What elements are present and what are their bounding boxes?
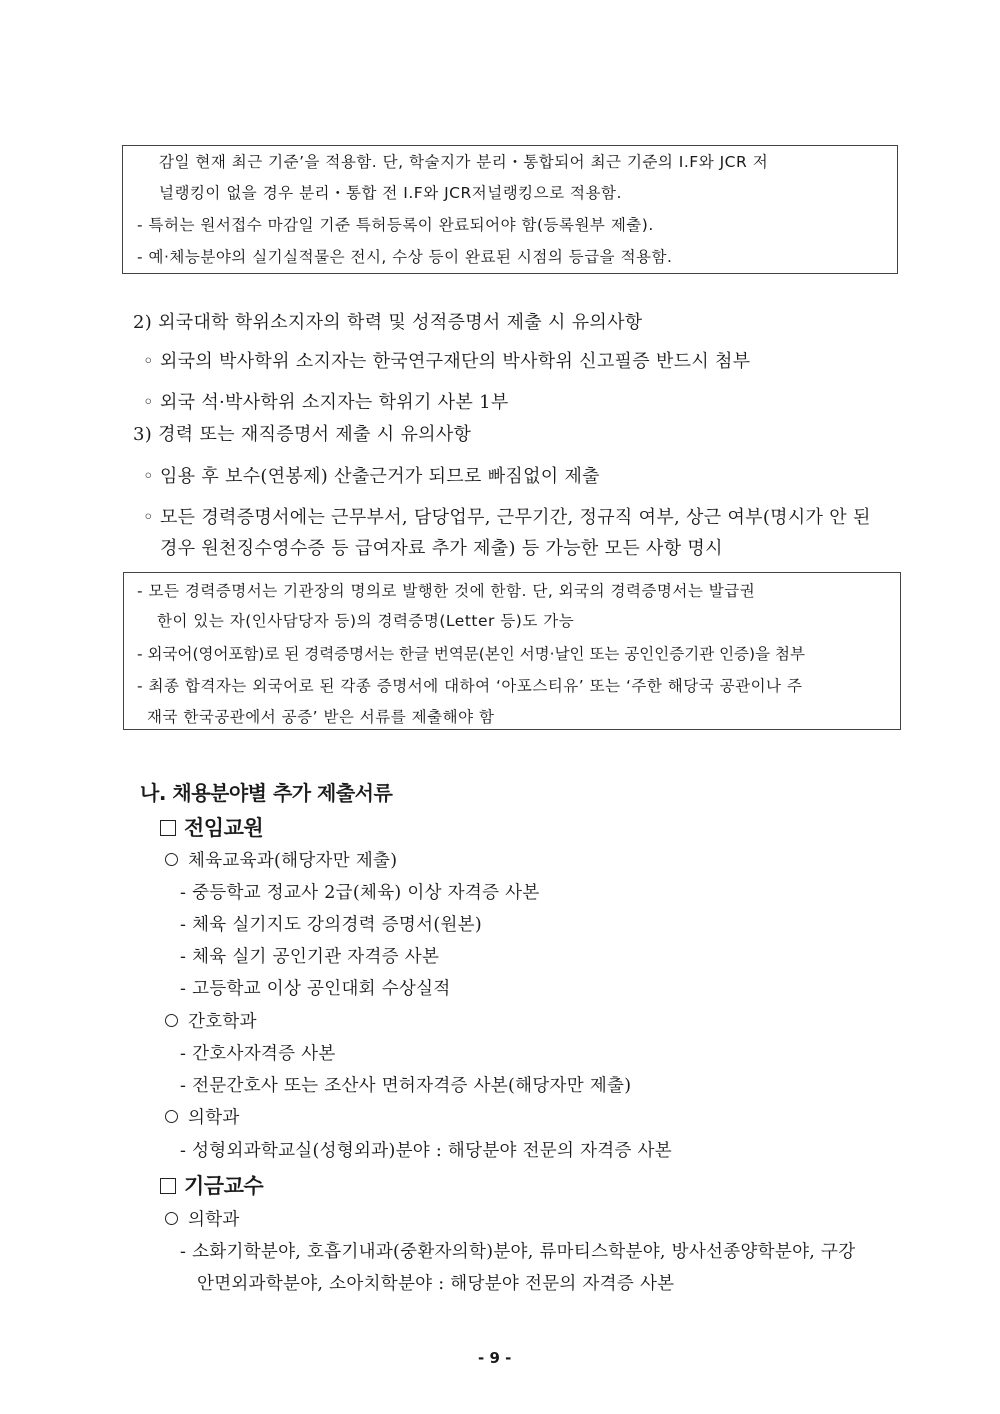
department-name: 의학과 bbox=[188, 1108, 240, 1128]
section-2-title: 2) 외국대학 학위소지자의 학력 및 성적증명서 제출 시 유의사항 bbox=[133, 312, 643, 333]
requirement-item: - 체육 실기 공인기관 자격증 사본 bbox=[180, 947, 440, 967]
square-bullet-icon bbox=[160, 820, 176, 836]
section-3-bullet: ◦ 모든 경력증명서에는 근무부서, 담당업무, 근무기간, 정규직 여부, 상근 여부(명시가 안 된 bbox=[143, 507, 871, 528]
note-line: - 최종 합격자는 외국어로 된 각종 증명서에 대하여 ‘아포스티유’ 또는 ‘주한 해당국 공관이나 주 bbox=[137, 677, 803, 695]
requirement-item: - 전문간호사 또는 조산사 면허자격증 사본(해당자만 제출) bbox=[180, 1076, 632, 1096]
note-line: 널랭킹이 없을 경우 분리・통합 전 I.F와 JCR저널랭킹으로 적용함. bbox=[159, 184, 622, 202]
note-line: 감일 현재 최근 기준’을 적용함. 단, 학술지가 분리・통합되어 최근 기준의 I.F와 JCR 저 bbox=[159, 153, 769, 171]
requirement-item: - 고등학교 이상 공인대회 수상실적 bbox=[180, 979, 451, 999]
requirement-item: - 간호사자격증 사본 bbox=[180, 1044, 336, 1064]
note-line: - 모든 경력증명서는 기관장의 명의로 발행한 것에 한함. 단, 외국의 경력증명서는 발급권 bbox=[137, 582, 756, 600]
circle-bullet-icon bbox=[165, 1110, 178, 1123]
requirement-item: - 중등학교 정교사 2급(체육) 이상 자격증 사본 bbox=[180, 883, 540, 903]
note-line: 한이 있는 자(인사담당자 등)의 경력증명(Letter 등)도 가능 bbox=[157, 612, 575, 630]
department-item bbox=[165, 1008, 257, 1033]
section-3-title: 3) 경력 또는 재직증명서 제출 시 유의사항 bbox=[133, 424, 472, 445]
note-line: - 특허는 원서접수 마감일 기준 특허등록이 완료되어야 함(등록원부 제출). bbox=[137, 216, 654, 234]
section-2-bullet: ◦ 외국의 박사학위 소지자는 한국연구재단의 박사학위 신고필증 반드시 첨부 bbox=[143, 351, 751, 372]
section-na-heading: 나. 채용분야별 추가 제출서류 bbox=[140, 781, 393, 805]
requirement-item: - 성형외과학교실(성형외과)분야 : 해당분야 전문의 자격증 사본 bbox=[180, 1141, 672, 1161]
circle-bullet-icon bbox=[165, 1014, 178, 1027]
note-box-evaluation-criteria bbox=[122, 145, 898, 274]
group-heading-full-time-faculty bbox=[160, 812, 263, 842]
note-line: 재국 한국공관에서 공증’ 받은 서류를 제출해야 함 bbox=[147, 708, 495, 726]
section-3-bullet: ◦ 임용 후 보수(연봉제) 산출근거가 되므로 빠짐없이 제출 bbox=[143, 466, 600, 487]
group-title: 기금교수 bbox=[184, 1174, 264, 1198]
circle-bullet-icon bbox=[165, 1212, 178, 1225]
department-name: 체육교육과(해당자만 제출) bbox=[188, 851, 398, 871]
note-line: - 예·체능분야의 실기실적물은 전시, 수상 등이 완료된 시점의 등급을 적용함. bbox=[137, 248, 673, 266]
section-3-bullet-cont: 경우 원천징수영수증 등 급여자료 추가 제출) 등 가능한 모든 사항 명시 bbox=[160, 538, 723, 559]
circle-bullet-icon bbox=[165, 853, 178, 866]
department-item bbox=[165, 847, 397, 872]
requirement-item: - 체육 실기지도 강의경력 증명서(원본) bbox=[180, 915, 482, 935]
square-bullet-icon bbox=[160, 1178, 176, 1194]
department-name: 간호학과 bbox=[188, 1012, 257, 1032]
requirement-item: - 소화기학분야, 호흡기내과(중환자의학)분야, 류마티스학분야, 방사선종양학분야, 구강 bbox=[180, 1242, 856, 1262]
requirement-item-cont: 안면외과학분야, 소아치학분야 : 해당분야 전문의 자격증 사본 bbox=[197, 1274, 675, 1294]
section-2-bullet: ◦ 외국 석·박사학위 소지자는 학위기 사본 1부 bbox=[143, 392, 509, 413]
department-item bbox=[165, 1206, 240, 1231]
department-item bbox=[165, 1104, 240, 1129]
page-number: - 9 - bbox=[478, 1349, 512, 1367]
note-box-career-certificates bbox=[123, 572, 901, 730]
note-line: - 외국어(영어포함)로 된 경력증명서는 한글 번역문(본인 서명·날인 또는 공인인증기관 인증)을 첨부 bbox=[137, 645, 805, 663]
department-name: 의학과 bbox=[188, 1210, 240, 1230]
group-title: 전임교원 bbox=[184, 816, 264, 840]
group-heading-fund-professor bbox=[160, 1170, 263, 1200]
